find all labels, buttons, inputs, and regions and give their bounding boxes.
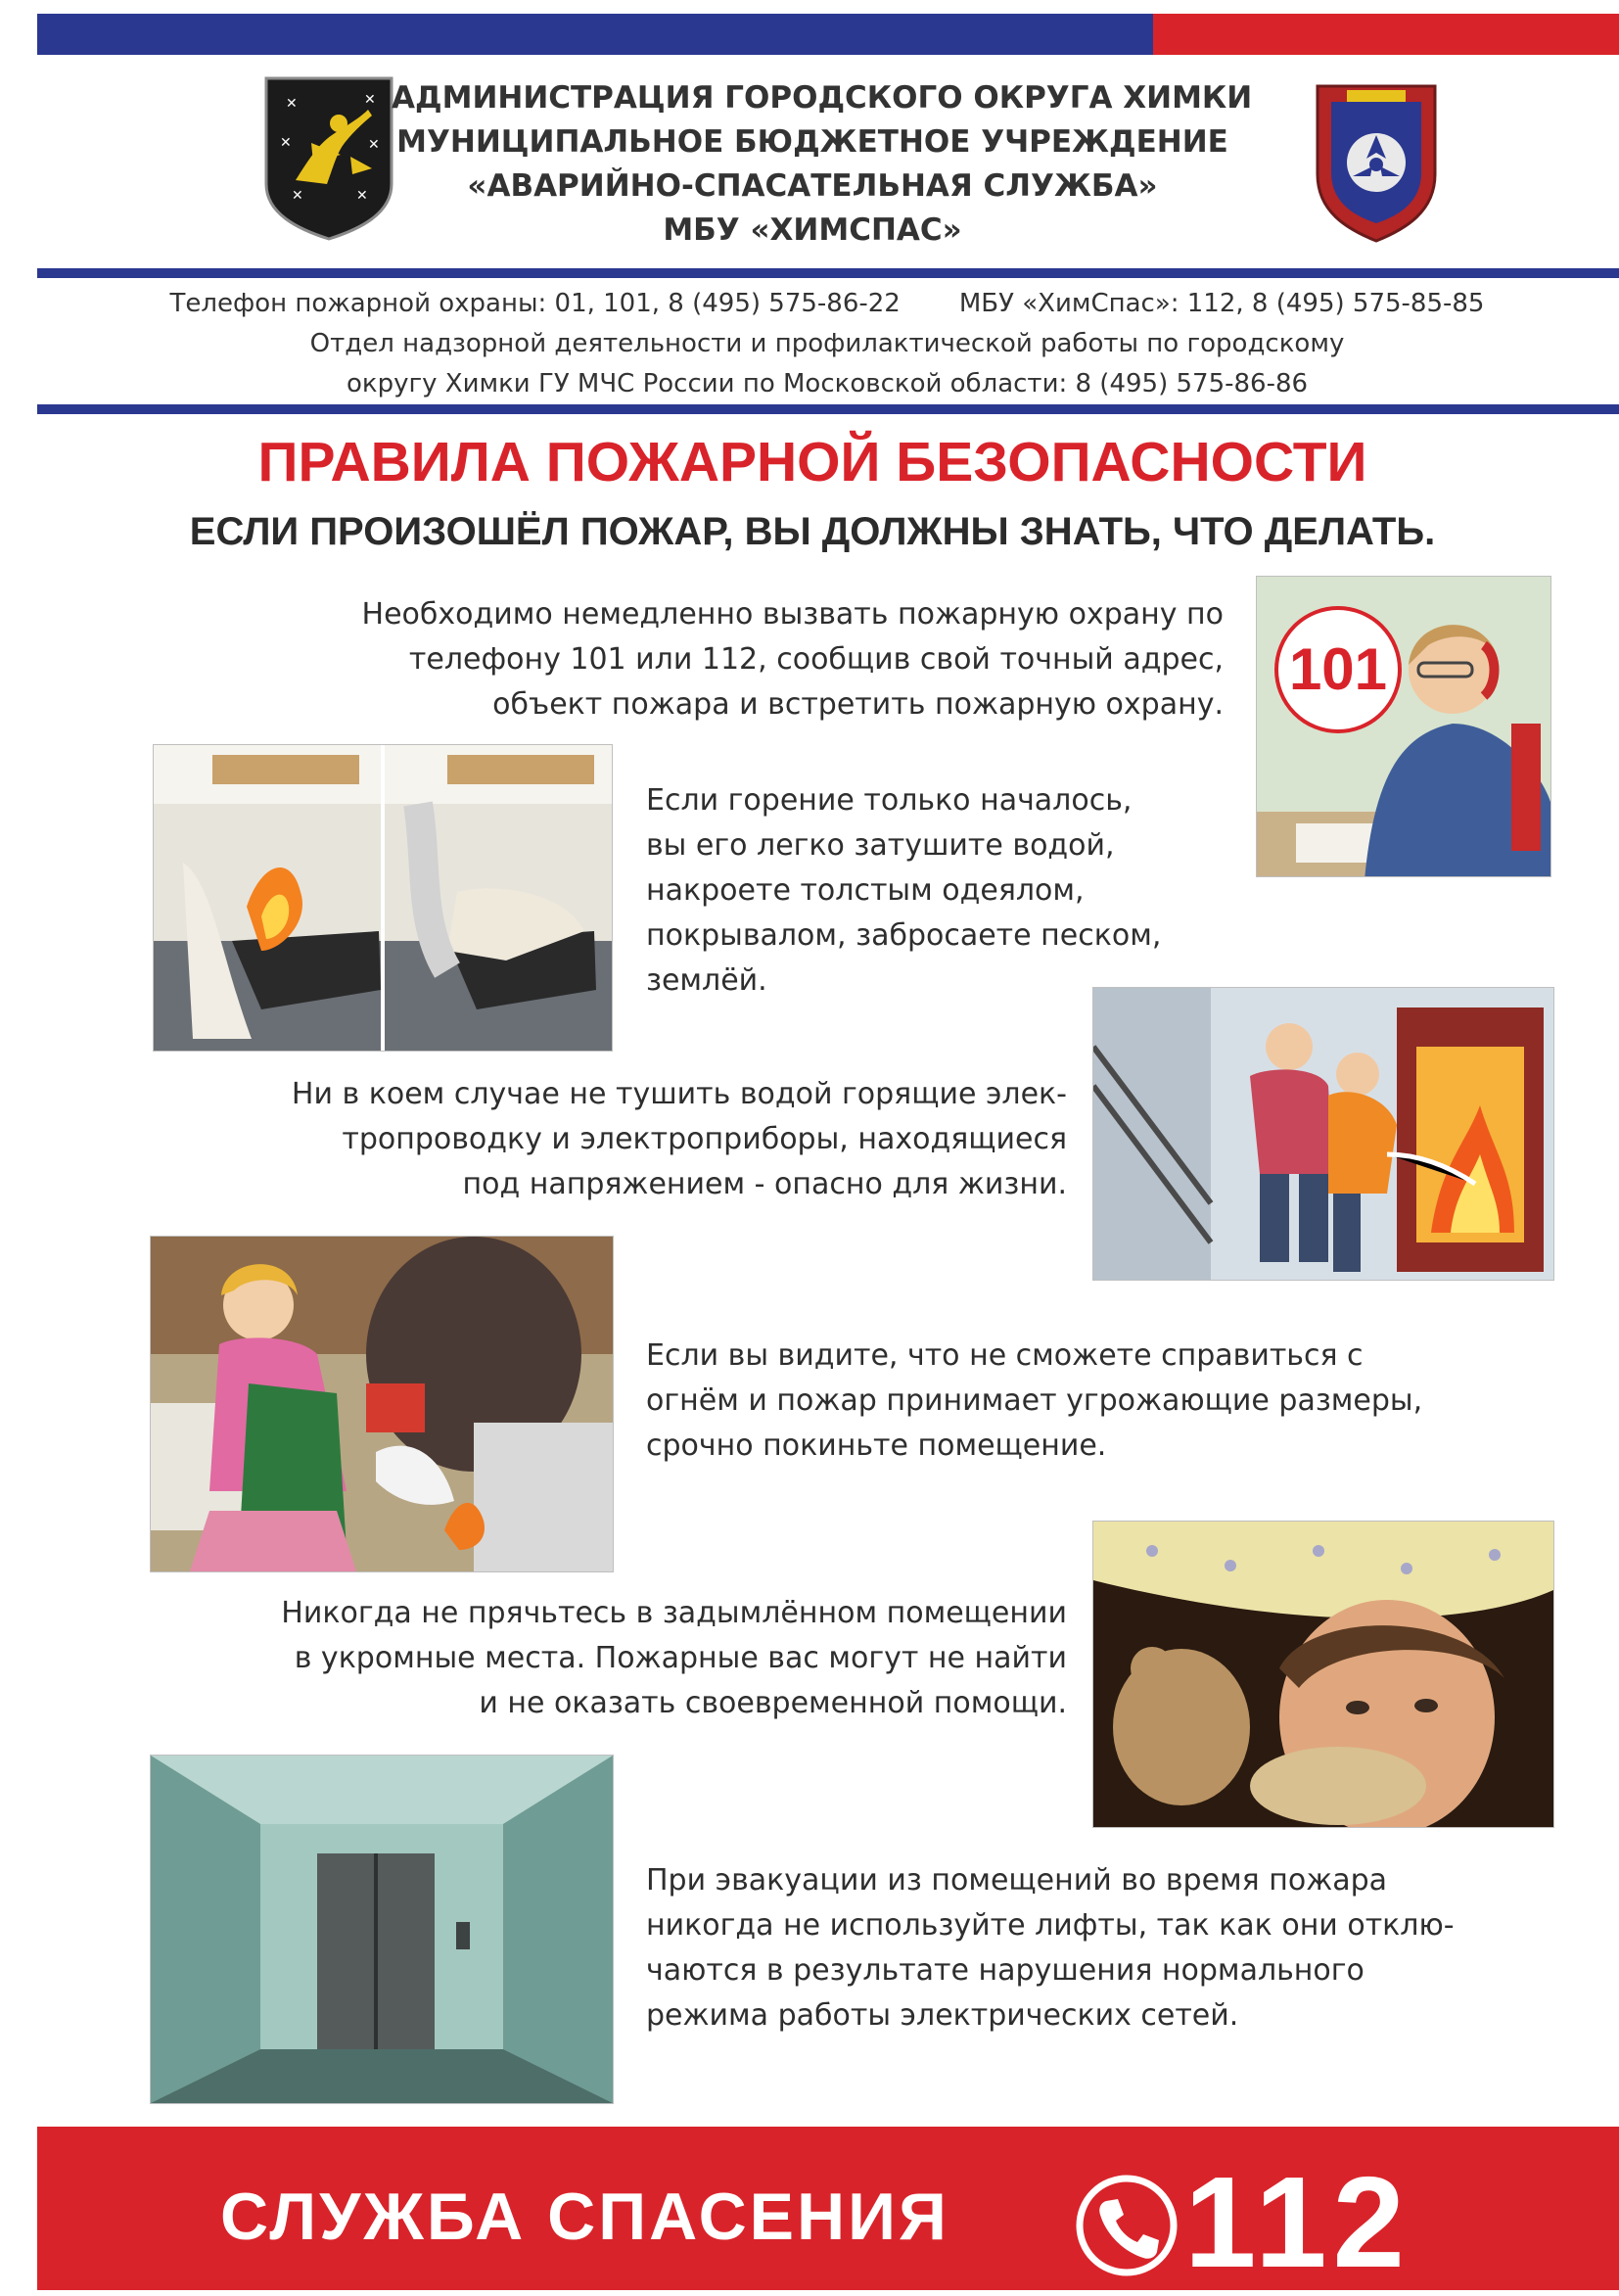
svg-text:✕: ✕ [364,92,376,108]
rule-no-elevators [646,1858,1527,2038]
rule-line: тропроводку и электроприборы, находящиеся [342,1122,1067,1156]
rule-line: покрывалом, забросаете песком, [646,918,1162,953]
image-phone-call [1256,576,1551,877]
svg-text:✕: ✕ [280,135,292,151]
page-subtitle: ЕСЛИ ПРОИЗОШЁЛ ПОЖАР, ВЫ ДОЛЖНЫ ЗНАТЬ, ЧТО ДЕЛАТЬ. [189,510,1436,553]
svg-text:✕: ✕ [292,188,303,204]
image-kitchen-fire-woman [150,1236,614,1572]
rule-line: объект пожара и встретить пожарную охрану. [492,687,1224,722]
contacts-divider [37,404,1619,414]
rule-line: вы его легко затушите водой, [646,828,1115,863]
contacts-block [59,284,1596,404]
footer-label: СЛУЖБА СПАСЕНИЯ [220,2179,949,2254]
rule-line: Ни в коем случае не тушить водой горящие элек- [291,1077,1067,1111]
rule-line: срочно покиньте помещение. [646,1429,1107,1463]
emergency-number: 112 [1184,2150,1411,2294]
rule-do-not-hide [147,1591,1067,1726]
rule-line: При эвакуации из помещений во время пожара [646,1863,1388,1898]
supervision-dept-line: Отдел надзорной деятельности и профилактической работы по городскому [309,329,1345,358]
header-line: МУНИЦИПАЛЬНОЕ БЮДЖЕТНОЕ УЧРЕЖДЕНИЕ [396,124,1228,160]
rule-line: в укромные места. Пожарные вас могут не найти [294,1641,1067,1675]
header-line: МБУ «ХИМСПАС» [663,212,962,248]
svg-text:✕: ✕ [356,188,368,204]
image-firefighters [1092,987,1554,1281]
image-child-hiding [1092,1521,1554,1828]
rule-call-fire-service [235,592,1224,727]
badge-101-label: 101 [1288,636,1388,702]
rule-line: землёй. [646,963,767,998]
rule-line: телефону 101 или 112, сообщив свой точный адрес, [408,642,1224,677]
svg-text:✕: ✕ [368,137,380,153]
rule-line: огнём и пожар принимает угрожающие размеры, [646,1383,1423,1418]
rule-line: чаются в результате нарушения нормального [646,1953,1365,1988]
rule-no-water-on-electrics [147,1072,1067,1207]
supervision-dept-phone: округу Химки ГУ МЧС России по Московской области: 8 (495) 575-86-86 [346,369,1309,398]
rule-line: под напряжением - опасно для жизни. [462,1167,1067,1201]
top-band-blue [37,14,1153,55]
header-organization [392,76,1253,253]
image-kitchen-extinguish [153,744,613,1052]
header-line: «АВАРИЙНО-СПАСАТЕЛЬНАЯ СЛУЖБА» [467,168,1158,204]
rule-line: Никогда не прячьтесь в задымлённом помещении [281,1596,1067,1630]
badge-101 [1274,606,1402,733]
rule-line: и не оказать своевременной помощи. [479,1686,1067,1720]
rule-line: накроете толстым одеялом, [646,873,1085,908]
fire-service-phone: Телефон пожарной охраны: 01, 101, 8 (495) 575-86-22 [169,289,901,318]
page-title: ПРАВИЛА ПОЖАРНОЙ БЕЗОПАСНОСТИ [257,431,1367,493]
rule-line: никогда не используйте лифты, так как они отклю- [646,1908,1455,1943]
header-divider [37,268,1619,278]
rule-extinguish-early [646,778,1233,1004]
image-elevator [150,1755,614,2104]
header-line: АДМИНИСТРАЦИЯ ГОРОДСКОГО ОКРУГА ХИМКИ [392,80,1253,116]
top-band-red [1153,14,1619,55]
rule-line: Необходимо немедленно вызвать пожарную охрану по [361,597,1224,632]
khimspas-emergency-badge-icon [1308,76,1445,245]
khimki-coat-of-arms-icon [262,74,395,243]
phone-handset-icon [1073,2172,1180,2279]
khimspas-phone: МБУ «ХимСпас»: 112, 8 (495) 575-85-85 [958,289,1485,318]
rule-line: Если горение только началось, [646,783,1133,818]
rule-line: Если вы видите, что не сможете справиться с [646,1338,1364,1373]
rule-line: режима работы электрических сетей. [646,1998,1239,2033]
svg-text:✕: ✕ [286,96,298,112]
rule-leave-room [646,1334,1527,1469]
